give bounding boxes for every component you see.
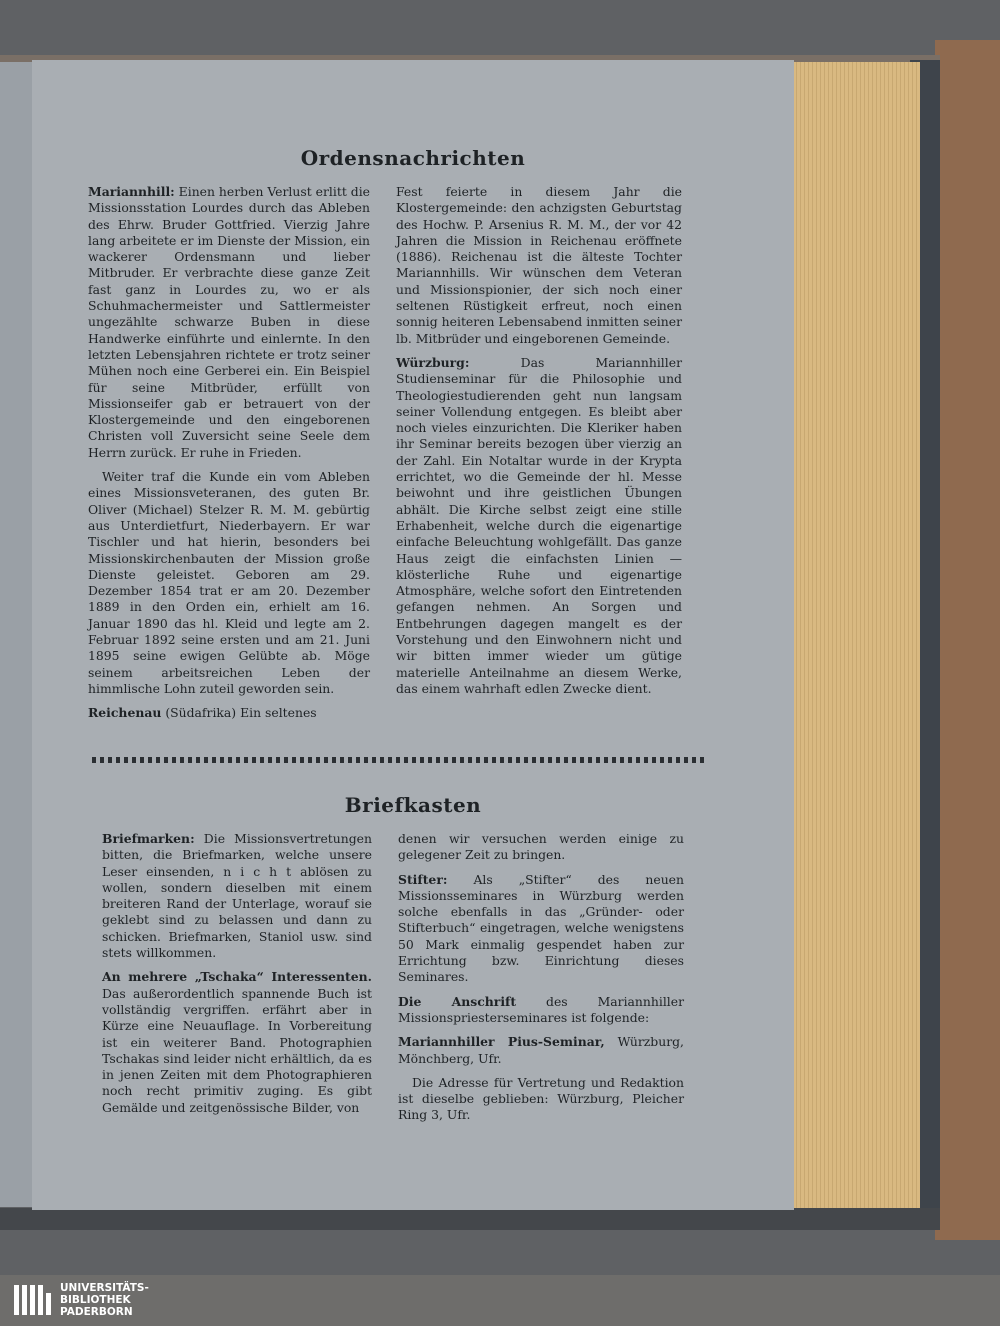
column-left-ordensnachrichten <box>88 184 370 730</box>
paragraph-text: Die Missionsvertretungen bitten, die Briefmarken, welche unsere Leser einsenden, n i c h t ablösen zu wollen, sondern dieselben mit einem breiteren Rand der Unterlage, worauf sie geklebt sind zu belassen und dann zu schicken. Briefmarken, Staniol usw. sind stets willkommen. <box>102 831 372 961</box>
paragraph-lead: Stifter: <box>398 871 448 887</box>
cover-bottom-edge <box>0 1208 940 1230</box>
paragraph-text: denen wir versuchen werden einige zu gelegener Zeit zu bringen. <box>398 831 684 863</box>
paragraph <box>88 469 370 697</box>
paragraph <box>398 994 684 1027</box>
paragraph-text: Das außerordentlich spannende Buch ist vollständig vergriffen. erfährt aber in Kürze eine Neuauflage. In Vorbereitung ist ein weiterer Band. Photographien Tschakas sind leider nicht erhältlich, da es in jenen Zeiten mit dem Photographieren noch recht primitiv zuging. Es gibt Gemälde und zeitgenössische Bilder, von <box>102 985 372 1115</box>
library-name-line: BIBLIOTHEK <box>60 1294 131 1306</box>
ornamental-divider <box>92 757 704 763</box>
section-title-briefkasten: Briefkasten <box>344 793 482 817</box>
paragraph-text: Weiter traf die Kunde ein vom Ableben eines Missionsveteranen, des guten Br. Oliver (Michael) Stelzer R. M. M. gebürtig aus Unterdietfurt, Niederbayern. Er war Tischler und hat hierin, besonders bei Missionskirchenbauten der Mission große Dienste geleistet. Geboren am 29. Dezember 1854 trat er am 20. Dezember 1889 in den Orden ein, erhielt am 16. Januar 1890 das hl. Kleid und legte am 2. Februar 1892 seine ersten und am 21. Juni 1895 seine ewigen Gelübte ab. Möge seinem arbeitsreichen Leben der himmlische Lohn zuteil geworden sein. <box>88 469 370 696</box>
paragraph-lead: Würzburg: <box>396 354 470 370</box>
section-title-ordensnachrichten: Ordensnachrichten <box>300 146 526 170</box>
paragraph-text: (Südafrika) Ein seltenes <box>161 705 317 721</box>
column-right-ordensnachrichten <box>396 184 682 705</box>
paragraph-text: Fest feierte in diesem Jahr die Klostergemeinde: den achzigsten Geburtstag des Hochw. P. Arsenius R. M. M., der vor 42 Jahren die Mission in Reichenau eröffnete (1886). Reichenau ist die älteste Tochter Mariannhills. Wir wünschen dem Veteran und Missionspionier, der sich noch einer seltenen Rüstigkeit erfreut, noch einen sonnig heiteren Lebensabend inmitten seiner lb. Mitbrüder und eingeborenen Gemeinde. <box>396 184 682 346</box>
paragraph-text: Als „Stifter“ des neuen Missionsseminares in Würzburg werden solche ebenfalls in das „Gründer- oder Stifterbuch“ eingetragen, welche wenigstens 50 Mark einmalig gespendet haben zur Errichtung bzw. Einrichtung dieses Seminares. <box>398 871 684 985</box>
library-footer <box>0 1275 1000 1326</box>
paragraph <box>398 872 684 986</box>
library-name-line: PADERBORN <box>60 1306 133 1318</box>
paragraph <box>88 184 370 461</box>
page-edges <box>790 62 920 1212</box>
paragraph <box>398 831 684 864</box>
paragraph-lead: Mariannhill: <box>88 184 175 199</box>
column-left-briefkasten <box>102 831 372 1124</box>
paragraph-text: Die Adresse für Vertretung und Redaktion ist dieselbe geblieben: Würzburg, Pleicher Ring 3, Ufr. <box>398 1074 684 1123</box>
paragraph <box>398 1034 684 1067</box>
paragraph-lead: Die Anschrift <box>398 993 517 1009</box>
library-name <box>60 1282 149 1318</box>
library-name-line: UNIVERSITÄTS- <box>60 1282 149 1294</box>
paragraph <box>396 355 682 697</box>
page <box>32 60 794 1210</box>
paragraph <box>396 184 682 347</box>
paragraph-text: des Mariannhiller Missionspriesterseminares ist folgende: <box>398 993 685 1025</box>
paragraph-lead: An mehrere „Tschaka“ Interessenten. <box>102 969 372 985</box>
paragraph <box>102 831 372 961</box>
paragraph-text: Das Mariannhiller Studienseminar für die Philosophie und Theologiestudierenden geht nun langsam seiner Vollendung entgegen. Es bleibt aber noch vieles einzurichten. Die Kleriker haben ihr Seminar bereits bezogen über vierzig an der Zahl. Ein Notaltar wurde in der Krypta errichtet, wo die Gemeinde der hl. Messe beiwohnt und ihre geistlichen Übungen abhält. Die Kirche selbst zeigt eine stille Erhabenheit, welche durch die eigenartige einfache Beleuchtung wohlgefällt. Das ganze Haus zeigt die einfachsten Linien — klösterliche Ruhe und eigenartige Atmosphäre, welche sofort den Eintretenden gefangen nehmen. An Sorgen und Entbehrungen dagegen mangelt es der Vorstehung und den Einwohnern nicht und wir bitten immer wieder um gütige materielle Anteilnahme an diesem Werke, das einem wahrhaft edlen Zwecke dient. <box>396 354 682 696</box>
marbled-cover-edge <box>935 40 1000 1240</box>
paragraph-lead: Reichenau <box>88 705 162 721</box>
paragraph <box>88 705 370 721</box>
column-right-briefkasten <box>398 831 684 1132</box>
paragraph-lead: Mariannhiller Pius-Seminar, <box>398 1034 605 1050</box>
paragraph-lead: Briefmarken: <box>102 831 195 846</box>
left-page-sliver <box>0 62 32 1207</box>
paragraph-text: Würzburg, Mönchberg, Ufr. <box>398 1034 684 1066</box>
paragraph <box>398 1075 684 1124</box>
paragraph <box>102 969 372 1116</box>
library-logo-icon <box>14 1285 52 1315</box>
paragraph-text: Einen herben Verlust erlitt die Missionsstation Lourdes durch das Ableben des Ehrw. Bruder Gottfried. Vierzig Jahre lang arbeitete er im Dienste der Mission, ein wackerer Ordensmann und lieber Mitbruder. Er verbrachte diese ganze Zeit fast ganz in Lourdes zu, wo er als Schuhmachermeister und Sattlermeister ungezählte schwarze Buben in diese Handwerke einführte und einlernte. In den letzten Lebensjahren richtete er trotz seiner Mühen noch eine Gerberei ein. Ein Beispiel für seine Mitbrüder, erfüllt von Missionseifer gab er betrauert von der Klostergemeinde und den eingeborenen Christen voll Zuversicht seine Seele dem Herrn zurück. Er ruhe in Frieden. <box>88 184 371 460</box>
